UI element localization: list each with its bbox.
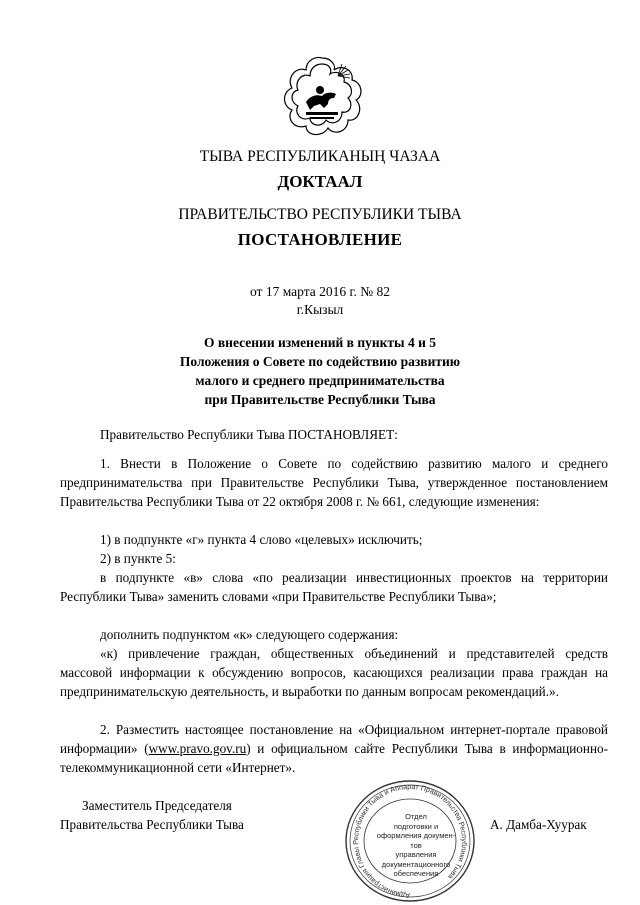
russian-government-name: ПРАВИТЕЛЬСТВО РЕСПУБЛИКИ ТЫВА <box>178 206 462 223</box>
title-line: при Правительстве Республики Тыва <box>204 392 436 407</box>
stamp-line: документационного <box>381 859 451 869</box>
stamp-line: обеспечения <box>393 869 439 878</box>
city-line: г.Кызыл <box>296 302 344 317</box>
paragraph-2-text-b: ) и официальном сайте Республики Тыва в информационно-телекоммуникационной сети «Интернет». <box>60 741 608 775</box>
stamp-inner-text <box>376 812 456 879</box>
paragraph-2-text-a: 2. Разместить настоящее постановление на «Официальном интернет-портале правовой информации» ( <box>60 722 608 756</box>
signatory-position-line2: Правительства Республики Тыва <box>60 817 244 832</box>
date-number-line: от 17 марта 2016 г. № 82 <box>249 284 391 299</box>
signatory-position-line1: Заместитель Председателя <box>82 798 232 813</box>
signatory-name: А. Дамба-Хуурак <box>490 817 587 832</box>
stamp-line: управления <box>395 850 437 859</box>
stamp-line: оформления докумен-тов <box>376 831 456 850</box>
paragraph-1-item-2: 2) в пункте 5: <box>100 551 176 566</box>
tuvan-doc-type: ДОКТААЛ <box>277 172 363 191</box>
document-title <box>0 333 640 409</box>
preamble: Правительство Республики Тыва ПОСТАНОВЛЯЕТ: <box>100 427 398 442</box>
paragraph-1-item-2a: в подпункте «в» слова «по реализации инвестиционных проектов на территории Республики Тыва» заменить словами «при Правительстве Республики Тыва»; <box>60 570 608 604</box>
coat-of-arms-emblem <box>276 52 368 144</box>
stamp-line: Отдел <box>405 812 427 821</box>
paragraph-1: 1. Внести в Положение о Совете по содействию развитию малого и среднего предпринимательства при Правительстве Республики Тыва, утвержденное постановлением Правительства Республики Тыва от 22 октября 2008 г. № 661, следующие изменения: <box>60 456 608 509</box>
russian-doc-type: ПОСТАНОВЛЕНИЕ <box>237 230 403 249</box>
paragraph-1-item-1: 1) в подпункте «г» пункта 4 слово «целевых» исключить; <box>100 532 423 547</box>
tuvan-government-name: ТЫВА РЕСПУБЛИКАНЫҢ ЧАЗАА <box>199 148 441 165</box>
title-line: Положения о Совете по содействию развитию <box>179 354 461 369</box>
stamp-ring-text: Администрация Главы Республики Тыва и Аппарат Правительства Республики Тыва <box>351 781 470 901</box>
paragraph-1-item-2c: «к) привлечение граждан, общественных объединений и представителей средств массовой информации к обсуждению вопросов, касающихся реализации права граждан на предпринимательскую деятельность, и выработки по данным вопросам рекомендаций.». <box>60 646 608 699</box>
stamp-line: подготовки и <box>393 821 439 831</box>
paragraph-1-item-2b: дополнить подпунктом «к» следующего содержания: <box>100 627 399 642</box>
title-line: малого и среднего предпринимательства <box>195 373 445 388</box>
paragraph-2 <box>60 720 608 777</box>
title-line: О внесении изменений в пункты 4 и 5 <box>204 335 436 350</box>
pravo-gov-link[interactable]: www.pravo.gov.ru <box>148 741 247 756</box>
